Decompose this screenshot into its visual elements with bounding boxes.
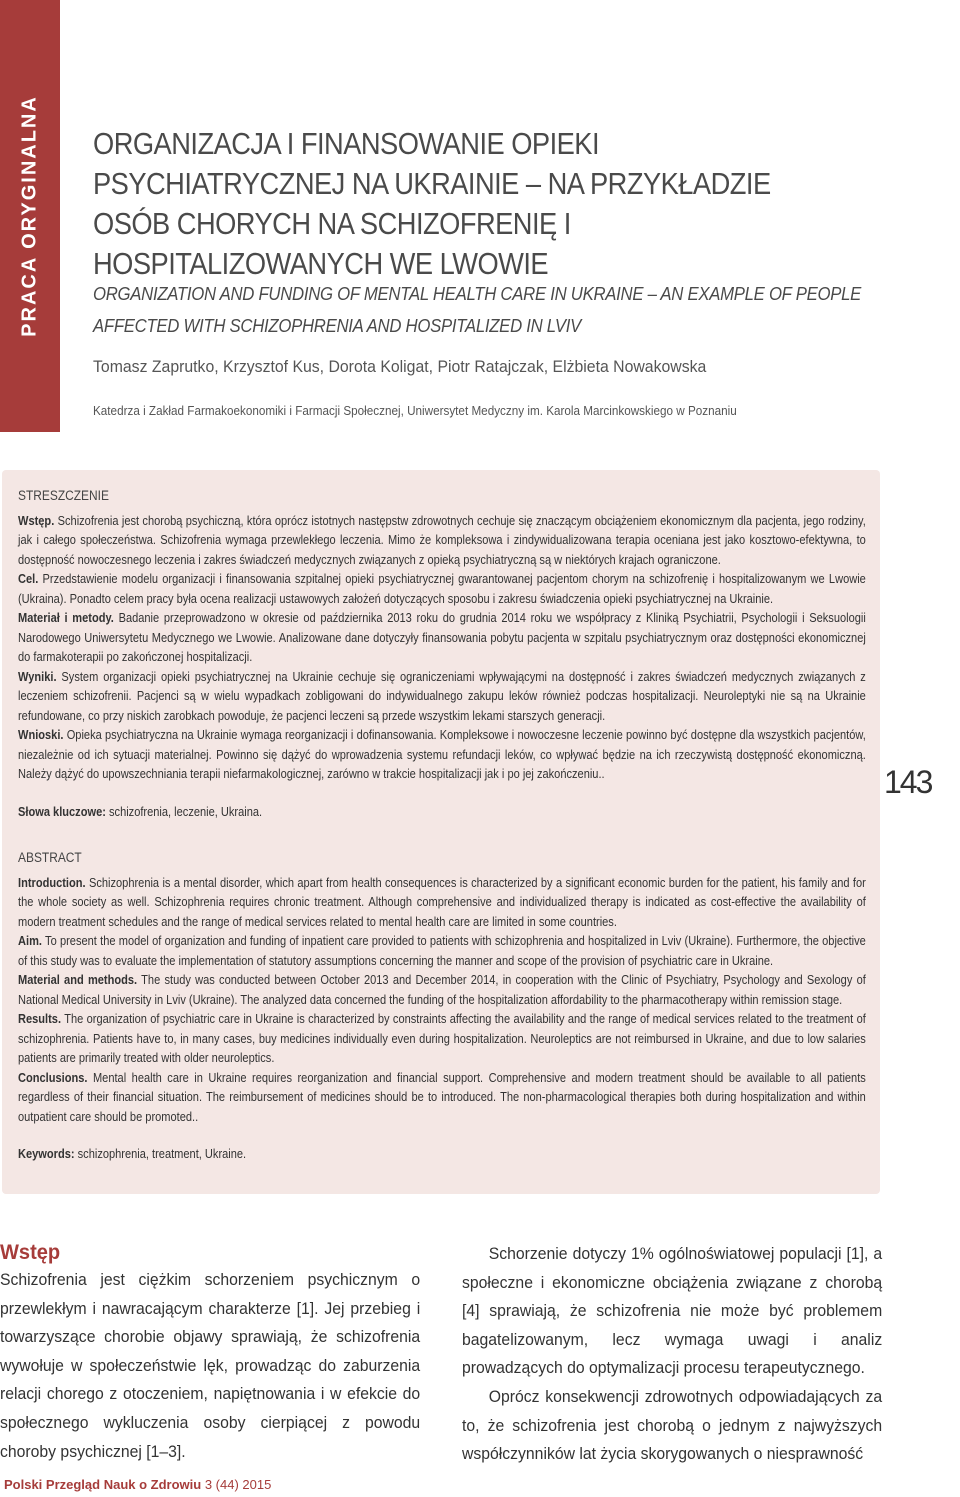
body-column-right-inner bbox=[462, 1240, 882, 1469]
abstract-heading: ABSTRACT bbox=[18, 850, 82, 865]
article-title-en: ORGANIZATION AND FUNDING OF MENTAL HEALTH CARE IN UKRAINE – AN EXAMPLE OF PEOPLE AFFECTED WITH SCHIZOPHRENIA AND HOSPITALIZED IN LVIV bbox=[93, 284, 862, 336]
affiliation: Katedrza i Zakład Farmakoekonomiki i Farmacji Społecznej, Uniwersytet Medyczny im. Karola Marcinkowskiego w Poznaniu bbox=[93, 403, 737, 418]
article-title-pl: ORGANIZACJA I FINANSOWANIE OPIEKI PSYCHIATRYCZNEJ NA UKRAINIE – NA PRZYKŁADZIE OSÓB CHORYCH NA SCHIZOFRENIĘ I HOSPITALIZOWANYCH WE LWOWIE bbox=[93, 126, 771, 281]
keywords-label-pl: Słowa kluczowe: bbox=[18, 804, 106, 819]
body-paragraph: Schorzenie dotyczy 1% ogólnoświatowej populacji [1], a społeczne i ekonomiczne obciążenia związane z chorobą [4] sprawiają, że schizofrenia nie może być problemem bagatelizowanym, lecz wymaga uwagi i analiz prowadzących do optymalizacji procesu terapeutycznego. bbox=[462, 1245, 883, 1378]
abstract-box bbox=[2, 470, 880, 1194]
abstract-section bbox=[18, 1010, 866, 1069]
streszczenie-text: Schizofrenia jest chorobą psychiczną, która oprócz istotnych następstw zdrowotnych cechuje się znaczącym obciążeniem ekonomicznym dla pacjenta, jego rodziny, jak i całego społeczeństwa. Schizofrenia wymaga przewlekłego leczenia. Mimo że kompleksowa i zindywidualizowana terapia oceniana jest jako kosztowo-efektywna, to dostępność nowoczesnego leczenia i zakres świadczeń medycznych związanych z opieką psychiatryczną są w niektórych krajach ograniczone. bbox=[18, 513, 866, 567]
keywords-en: schizophrenia, treatment, Ukraine. bbox=[77, 1147, 247, 1161]
streszczenie-text: System organizacji opieki psychiatrycznej na Ukrainie cechuje się ograniczeniami wpływającymi na dostępność i zakres świadczeń medycznych związanych z leczeniem schizofrenii. Pacjenci są w wielu wypadkach zobligowani do indywidualnego zakupu leków również podczas hospitalizacji. Neuroleptyki nie są na Ukrainie refundowane, co przy niskich zarobkach powoduje, że pacjenci leczeni są przede wszystkim lekami starszych generacji. bbox=[18, 669, 866, 723]
abstract-text: Mental health care in Ukraine requires reorganization and financial support. Comprehensive and modern treatment should be available to all patients regardless of their financial situation. The reimbursement of medicines should be to introduced. The non-pharmacological therapies both during hospitalization and within outpatient care should be promoted.. bbox=[18, 1070, 866, 1124]
abstract-section bbox=[18, 932, 866, 971]
journal-issue: 3 (44) 2015 bbox=[204, 1477, 272, 1492]
body-column-right bbox=[462, 1240, 882, 1469]
authors: Tomasz Zaprutko, Krzysztof Kus, Dorota Koligat, Piotr Ratajczak, Elżbieta Nowakowska bbox=[93, 357, 707, 376]
body-paragraph: Schizofrenia jest ciężkim schorzeniem psychicznym o przewlekłym i nawracającym charakterze [1]. Jej przebieg i towarzyszące chorobie objawy sprawiają, że schizofrenia wywołuje w społeczeństwie lęk, prowadząc do zaburzenia relacji chorego z otoczeniem, napiętnowania i w efekcie do społecznego wykluczenia osoby cierpiącej z powodu choroby psychicznej [1–3]. bbox=[0, 1271, 421, 1461]
streszczenie-section bbox=[18, 726, 866, 785]
page-number: 143 bbox=[884, 764, 932, 800]
streszczenie-text: Opieka psychiatryczna na Ukrainie wymaga reorganizacji i dofinansowania. Kompleksowe i nowoczesne leczenie powinno być dostępne dla wszystkich pacjentów, niezależnie od ich sytuacji materialnej. Powinno się dążyć do wprowadzenia systemu refundacji leków, co wpływać będzie na ich rzeczywistą dostępność ekonomiczną. Należy dążyć do upowszechniania terapii niefarmakologicznej, zarówno w trakcie hospitalizacji jak i po jej zakończeniu.. bbox=[18, 728, 866, 781]
streszczenie-label: Wnioski. bbox=[18, 728, 64, 742]
abstract-label: Material and methods. bbox=[18, 973, 138, 987]
streszczenie-label: Materiał i metody. bbox=[18, 611, 114, 625]
section-title-wstep: Wstęp bbox=[0, 1241, 61, 1264]
section-label: PRACA ORYGINALNA bbox=[18, 95, 41, 337]
journal-footer bbox=[4, 1477, 404, 1493]
abstract-section bbox=[18, 971, 866, 1010]
body-column-left-inner bbox=[0, 1240, 420, 1466]
body-column-left bbox=[0, 1240, 420, 1466]
streszczenie-label: Wyniki. bbox=[18, 669, 57, 684]
abstract-text: To present the model of organization and funding of inpatient care provided to patients with schizophrenia and hospitalized in Lviv (Ukraine). Furthermore, the objective of this study was to evaluate the implementation of statutory assumptions concerning the manner and scope of the provision of psychiatric care in Ukraine. bbox=[18, 934, 866, 968]
streszczenie-label: Wstęp. bbox=[18, 513, 55, 528]
abstract-text: Schizophrenia is a mental disorder, which apart from health consequences is characterized by a significant economic burden for the patient, his family and for the whole society as well. Schizophrenia requires chronic treatment. Although comprehensive and individualized therapy is indicated as cost-effective the availability of modern treatment schedules and the range of medical services related to mental health care are limited in some countries. bbox=[18, 875, 866, 929]
section-side-band bbox=[0, 0, 60, 432]
streszczenie-text: Badanie przeprowadzono w okresie od października 2013 roku do grudnia 2014 roku we współpracy z Kliniką Psychiatrii, Psychologii i Seksuologii Narodowego Uniwersytetu Medycznego we Lwowie. Analizowane dane dotyczyły finansowania pobytu pacjenta w szpitalu psychiatrycznym oraz dostępności ekonomicznej do farmakoterapii po zakończonej hospitalizacji. bbox=[18, 611, 866, 664]
abstract-section bbox=[18, 874, 866, 933]
abstract-label: Results. bbox=[18, 1012, 62, 1026]
abstract-label: Conclusions. bbox=[18, 1070, 88, 1085]
streszczenie-section bbox=[18, 570, 866, 609]
streszczenie-label: Cel. bbox=[18, 572, 39, 586]
abstract-label: Aim. bbox=[18, 934, 42, 948]
streszczenie-text: Przedstawienie modelu organizacji i finansowania szpitalnej opieki psychiatrycznej gwarantowanej pacjentom chorym na schizofrenię i hospitalizowanym we Lwowie (Ukraina). Ponadto celem pracy była ocena realizacji ustawowych założeń dotyczących sposobu i zakresu świadczenia opieki psychiatrycznej na Ukrainie. bbox=[18, 572, 866, 606]
streszczenie-section bbox=[18, 609, 866, 668]
streszczenie-heading: STRESZCZENIE bbox=[18, 488, 109, 503]
keywords-label-en: Keywords: bbox=[18, 1147, 75, 1161]
streszczenie-section bbox=[18, 668, 866, 727]
abstract-content bbox=[18, 486, 866, 1165]
streszczenie-section bbox=[18, 512, 866, 571]
streszczenie-keywords bbox=[18, 803, 866, 823]
abstract-text: The study was conducted between October 2013 and December 2014, in cooperation with the Clinic of Psychiatry, Psychology and Sexology of National Medical University in Lviv (Ukraine). The analyzed data concerned the funding of the hospitalization affordability to the pharmacotherapy within remission stage. bbox=[18, 973, 866, 1007]
body-paragraph: Oprócz konsekwencji zdrowotnych odpowiadających za to, że schizofrenia jest chorobą o jednym z najwyższych współczynników lat życia skorygowanych o niesprawność bbox=[462, 1387, 883, 1464]
abstract-text: The organization of psychiatric care in Ukraine is characterized by constraints affecting the availability and the range of medical services related to the treatment of schizophrenia. Patients have to, in many cases, buy medicines individually even during hospitalization. Neuroleptics are not reimbursed in Ukraine, and due to low salaries patients are primarily treated with older neuroleptics. bbox=[18, 1012, 866, 1065]
abstract-label: Introduction. bbox=[18, 875, 86, 890]
keywords-pl: schizofrenia, leczenie, Ukraina. bbox=[109, 804, 263, 819]
journal-name: Polski Przegląd Nauk o Zdrowiu bbox=[4, 1477, 202, 1492]
abstract-section bbox=[18, 1069, 866, 1128]
abstract-keywords bbox=[18, 1145, 866, 1165]
